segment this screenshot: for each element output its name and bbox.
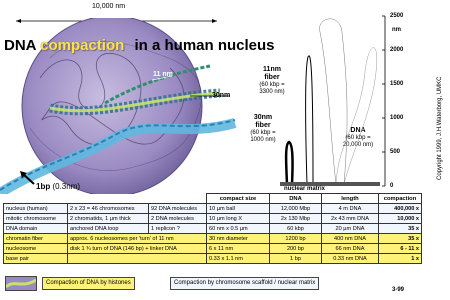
table-cell: disk 1 ¾ turn of DNA (146 bp) + linker DNA: [68, 244, 207, 254]
table-cell: nucleosome: [4, 244, 68, 254]
annot-dna-sub1: (60 kbp =: [345, 135, 371, 141]
table-cell: 200 bp: [270, 244, 322, 254]
annot-30nm-sub1: (60 kbp =: [250, 130, 276, 136]
table-row: [4, 224, 422, 234]
table-cell: 400 nm DNA: [322, 234, 379, 244]
title-part-nucleus: in a human nucleus: [134, 37, 275, 54]
table-cell: 1 x: [379, 254, 422, 264]
table-row: [4, 214, 422, 224]
table-row: [4, 204, 422, 214]
annot-30nm-title: 30nm: [253, 114, 273, 121]
axis-tick-500: 500: [390, 149, 401, 155]
table-cell: 60 nm x 0.5 µm: [207, 224, 270, 234]
table-header: compaction: [379, 194, 422, 204]
table-header: DNA: [270, 194, 322, 204]
table-cell: approx. 6 nucleosomes per 'turn' of 11 nm: [68, 234, 207, 244]
annot-11nm-title2: fiber: [264, 74, 280, 81]
table-cell: anchored DNA loop: [68, 224, 149, 234]
label-30nm: 30nm: [212, 92, 231, 99]
table-cell: 12,000 Mbp: [270, 204, 322, 214]
label-1bp-size: (0.3nm): [52, 182, 81, 191]
bp-arrow: [18, 170, 38, 186]
table-cell: 1200 bp: [270, 234, 322, 244]
annot-30nm-title2: fiber: [255, 122, 271, 129]
title-part-compaction: compaction: [40, 37, 125, 54]
axis-tick-1000: 1000: [390, 115, 404, 121]
dna-loop: [320, 19, 348, 184]
table-cell: DNA domain: [4, 224, 68, 234]
legend-histones: Compaction of DNA by histones: [42, 277, 135, 290]
axis-tick-2500: 2500: [390, 13, 404, 19]
label-1bp: [36, 182, 80, 191]
table-cell: 10 µm long X: [207, 214, 270, 224]
table-cell: 2 x 23 = 46 chromosomes: [68, 204, 149, 214]
table-cell: 6 x 11 nm: [207, 244, 270, 254]
title-part-dna: DNA: [4, 37, 36, 54]
table-cell: 2 DNA molecules: [149, 214, 207, 224]
table-cell: 6 - 11 x: [379, 244, 422, 254]
axis-tick-2000: 2000: [390, 47, 404, 53]
axis-tick-0: 0: [390, 183, 394, 189]
fiber-11nm-loop: [306, 56, 313, 184]
annot-11nm-sub2: 3300 nm): [259, 89, 285, 95]
table-header: length: [322, 194, 379, 204]
table-cell: chromatin fiber: [4, 234, 68, 244]
table-cell: 1 bp: [270, 254, 322, 264]
table-cell: 0.33 nm DNA: [322, 254, 379, 264]
table-row: [4, 234, 422, 244]
table-cell: 35 x: [379, 224, 422, 234]
table-cell: mitotic chromosome: [4, 214, 68, 224]
label-nuclear-matrix: nuclear matrix: [284, 186, 326, 192]
table-cell: 66 nm DNA: [322, 244, 379, 254]
label-11nm: 11 nm: [153, 71, 173, 78]
table-cell: nucleus (human): [4, 204, 68, 214]
annot-30nm-sub2: 1000 nm): [250, 137, 276, 143]
label-1bp-text: 1bp: [36, 182, 51, 191]
annot-dna-title: DNA: [350, 127, 366, 134]
table-cell: 10 µm ball: [207, 204, 270, 214]
table-header: compact size: [207, 194, 270, 204]
table-cell: 2x 43 mm DNA: [322, 214, 379, 224]
page-title: [4, 37, 275, 54]
copyright-text: Copyright 1999, J.H.Waterborg, UMKC: [437, 76, 443, 180]
compaction-table: [3, 193, 422, 264]
table-cell: 60 kbp: [270, 224, 322, 234]
table-cell: 2 chromatids, 1 µm thick: [68, 214, 149, 224]
slide-number: 3-99: [392, 287, 405, 293]
table-cell: 400,000 x: [379, 204, 422, 214]
scale-bar-label: 10,000 nm: [92, 3, 126, 10]
table-cell: 30 nm diameter: [207, 234, 270, 244]
table-cell: 0.33 x 1.1 nm: [207, 254, 270, 264]
annot-dna-sub2: 20,000 nm): [342, 142, 374, 148]
table-cell: 35 x: [379, 234, 422, 244]
legend-histones-swatch: [5, 276, 37, 291]
table-cell: [68, 254, 207, 264]
table-cell: 10,000 x: [379, 214, 422, 224]
legend-scaffold: Compaction by chromosome scaffold / nuclear matrix: [170, 277, 319, 290]
table-cell: 1 replicon ?: [149, 224, 207, 234]
table-row: [4, 244, 422, 254]
fiber-length-comparison: [280, 12, 390, 192]
table-cell: 92 DNA molecules: [149, 204, 207, 214]
annot-11nm-sub1: (60 kbp =: [259, 82, 285, 88]
axis-unit: nm: [392, 27, 401, 33]
fiber-30nm-loop: [286, 142, 292, 184]
table-cell: base pair: [4, 254, 68, 264]
table-cell: 2x 130 Mbp: [270, 214, 322, 224]
annot-30nm-fiber: [244, 114, 282, 144]
axis-tick-1500: 1500: [390, 81, 404, 87]
table-header-row: [4, 194, 422, 204]
annot-11nm-title: 11nm: [263, 66, 281, 73]
table-row: [4, 254, 422, 264]
table-cell: 4 m DNA: [322, 204, 379, 214]
table-cell: 20 µm DNA: [322, 224, 379, 234]
